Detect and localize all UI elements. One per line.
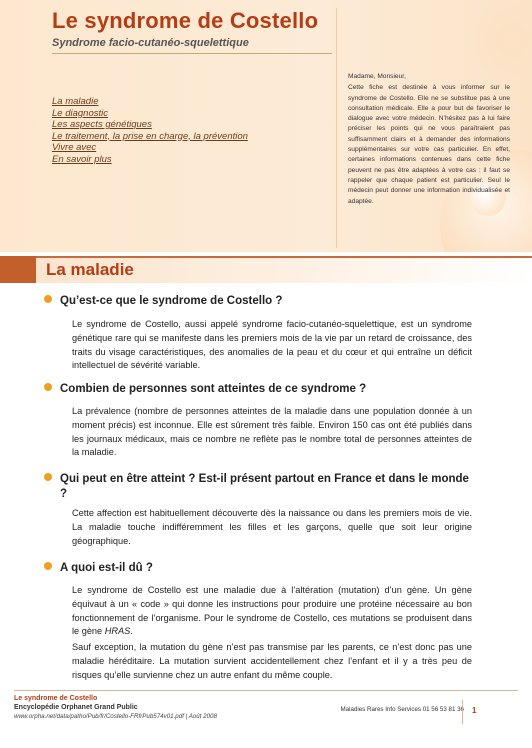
footer-publisher: Encyclopédie Orphanet Grand Public (14, 704, 138, 711)
question-heading (44, 294, 474, 309)
toc-item (52, 117, 248, 129)
gene-name: HRAS (104, 626, 131, 637)
toc-link-genetique[interactable]: Les aspects génétiques (52, 119, 152, 130)
decorative-circle (470, 0, 532, 80)
page-number: 1 (472, 706, 477, 715)
footer-doc-title: Le syndrome de Costello (14, 695, 98, 702)
footer-url[interactable]: www.orpha.net/data/patho/Pub/fr/Costello-FRfrPub574v01.pdf | Août 2008 (14, 713, 217, 720)
bullet-icon (44, 383, 52, 391)
answer-paragraph: Sauf exception, la mutation du gène n’est pas transmise par les parents, ce n’est donc pas une maladie héréditaire. La mutation survient accidentellement chez l’enfant et il y a très peu de risques qu’elle survienne chez un autre enfant du même couple. (72, 642, 472, 680)
answer-paragraph: Cette affection est habituellement découverte dès la naissance ou dans les premiers mois de vie. La maladie touche indifféremment les filles et les garçons, quelle que soit leur origine géographique. (72, 508, 472, 546)
section-accent (0, 256, 36, 283)
footer-helpline: Maladies Rares Info Services 01 56 53 81 36 (340, 706, 464, 713)
answer-text: . (130, 626, 133, 637)
toc-link-traitement[interactable]: Le traitement, la prise en charge, la prévention (52, 130, 248, 142)
answer-paragraph: Le syndrome de Costello, aussi appelé syndrome facio-cutanéo-squelettique, est un syndrome génétique rare qui se manifeste dans les premiers mois de la vie par un retard de croissance, des traits du visage caractéristiques, des anomalies de la peau et du cœur et qui entraîne un déficit intellectuel de sévérité variable. (72, 319, 472, 371)
toc-item (52, 152, 248, 164)
toc-item (52, 129, 248, 141)
question-text: Qu’est-ce que le syndrome de Costello ? (60, 295, 283, 307)
table-of-contents (52, 94, 248, 163)
answer-text: Le syndrome de Costello est une maladie due à l’altération (mutation) d’un gène. Un gène équivaut à un « code » qui donne les instructions pour produire une protéine nécessaire au bon fonctionnement de l’organisme. Pour le syndrome de Costello, ces mutations se produisent dans le gène (72, 585, 472, 637)
document-subtitle: Syndrome facio-cutanéo-squelettique (52, 37, 332, 54)
footer-rule (14, 690, 518, 691)
header-banner (0, 0, 532, 252)
bullet-icon (44, 295, 52, 303)
toc-link-maladie[interactable]: La maladie (52, 96, 99, 107)
section-title: La maladie (46, 260, 134, 279)
intro-greeting: Madame, Monsieur, (348, 73, 406, 80)
bullet-icon (44, 562, 52, 570)
toc-item (52, 94, 248, 106)
toc-link-diagnostic[interactable]: Le diagnostic (52, 107, 108, 119)
intro-text: Cette fiche est destinée à vous informer sur le syndrome de Costello. Elle ne se substitue pas à une consultation médicale. Elle a pour but de favoriser le dialogue avec votre médecin. N’hésitez pas à lui faire préciser les points qui ne vous paraîtraient pas suffisamment clairs et à demander des informations supplémentaires sur votre cas particulier. En effet, certaines informations contenues dans cette fiche peuvent ne pas être adaptées à votre cas : il faut se rappeler que chaque patient est particulier. Seul le médecin peut donner une information individualisée et adaptée. (348, 84, 510, 205)
question-heading (44, 472, 474, 502)
footer-info (14, 694, 304, 721)
toc-link-en-savoir-plus[interactable]: En savoir plus (52, 153, 112, 165)
answer-paragraph (72, 584, 472, 639)
intro-note (348, 72, 510, 207)
question-text: Combien de personnes sont atteintes de ce syndrome ? (60, 383, 367, 395)
question-text: Qui peut en être atteint ? Est-il présent partout en France et dans le monde ? (60, 473, 469, 500)
question-heading (44, 561, 474, 576)
answer-paragraph: La prévalence (nombre de personnes atteintes de la maladie dans une population donnée à un moment précis) est inconnue. Elle est sûrement très faible. Environ 150 cas ont été publiés dans les journaux médicaux, mais ce nombre ne reflète pas le nombre total de personnes atteintes de la maladie. (72, 406, 472, 458)
bullet-icon (44, 473, 52, 481)
header-divider (336, 8, 337, 248)
footer-separator (462, 700, 463, 724)
toc-item (52, 106, 248, 118)
question-text: A quoi est-il dû ? (60, 562, 153, 574)
document-title: Le syndrome de Costello (52, 8, 319, 33)
question-heading (44, 382, 474, 397)
toc-link-vivre-avec[interactable]: Vivre avec (52, 142, 97, 153)
